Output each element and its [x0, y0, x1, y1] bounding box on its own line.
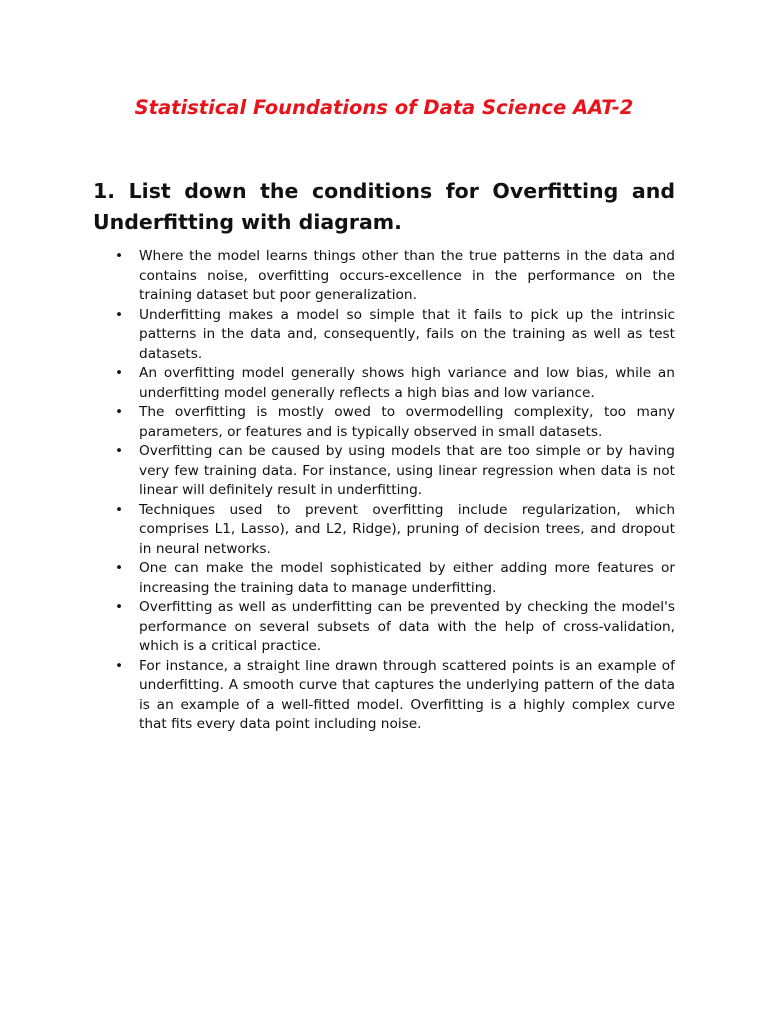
- list-item-text: The overfitting is mostly owed to overmodelling complexity, too many parameters, or features and is typically observed in small datasets.: [139, 404, 675, 440]
- document-title: Statistical Foundations of Data Science AAT-2: [134, 96, 634, 119]
- list-item-text: One can make the model sophisticated by either adding more features or increasing the training data to manage underfitting.: [139, 560, 675, 596]
- bullet-icon: •: [115, 501, 124, 518]
- list-item: [115, 364, 675, 403]
- bullet-icon: •: [115, 657, 124, 674]
- list-item: [115, 559, 675, 598]
- bullet-icon: •: [115, 404, 124, 420]
- bullet-icon: •: [115, 365, 124, 381]
- bullet-icon: •: [115, 599, 124, 615]
- bullet-icon: •: [115, 443, 124, 459]
- question-heading: 1. List down the conditions for Overfitting and Underfitting with diagram.: [93, 179, 675, 234]
- list-item: [115, 442, 675, 501]
- list-item: [115, 501, 675, 560]
- list-item-text: Overfitting can be caused by using models that are too simple or by having very few training data. For instance, using linear regression when data is not linear will definitely result in underfitting.: [139, 443, 675, 498]
- list-item: [115, 657, 675, 735]
- list-item-text: Where the model learns things other than the true patterns in the data and contains noise, overfitting occurs-excellence in the performance on the training dataset but poor generalization.: [139, 248, 675, 303]
- list-item: [115, 247, 675, 306]
- bullet-icon: •: [115, 248, 124, 264]
- list-item: [115, 598, 675, 657]
- list-item-text: Overfitting as well as underfitting can be prevented by checking the model's performance on several subsets of data with the help of cross-validation, which is a critical practice.: [139, 599, 675, 654]
- list-item-text: For instance, a straight line drawn through scattered points is an example of underfitting. A smooth curve that captures the underlying pattern of the data is an example of a well-fitted model. Overfitting is a highly complex curve that fits every data point including noise.: [139, 657, 675, 732]
- list-item-text: An overfitting model generally shows high variance and low bias, while an underfitting model generally reflects a high bias and low variance.: [139, 365, 675, 401]
- list-item-text: Techniques used to prevent overfitting include regularization, which comprises L1, Lasso), and L2, Ridge), pruning of decision trees, and dropout in neural networks.: [139, 501, 675, 557]
- list-item-text: Underfitting makes a model so simple that it fails to pick up the intrinsic patterns in the data and, consequently, fails on the training as well as test datasets.: [139, 306, 675, 362]
- bullet-icon: •: [115, 306, 124, 323]
- list-item: [115, 403, 675, 442]
- list-item: [115, 306, 675, 365]
- bullet-list: [115, 247, 675, 735]
- bullet-icon: •: [115, 560, 124, 576]
